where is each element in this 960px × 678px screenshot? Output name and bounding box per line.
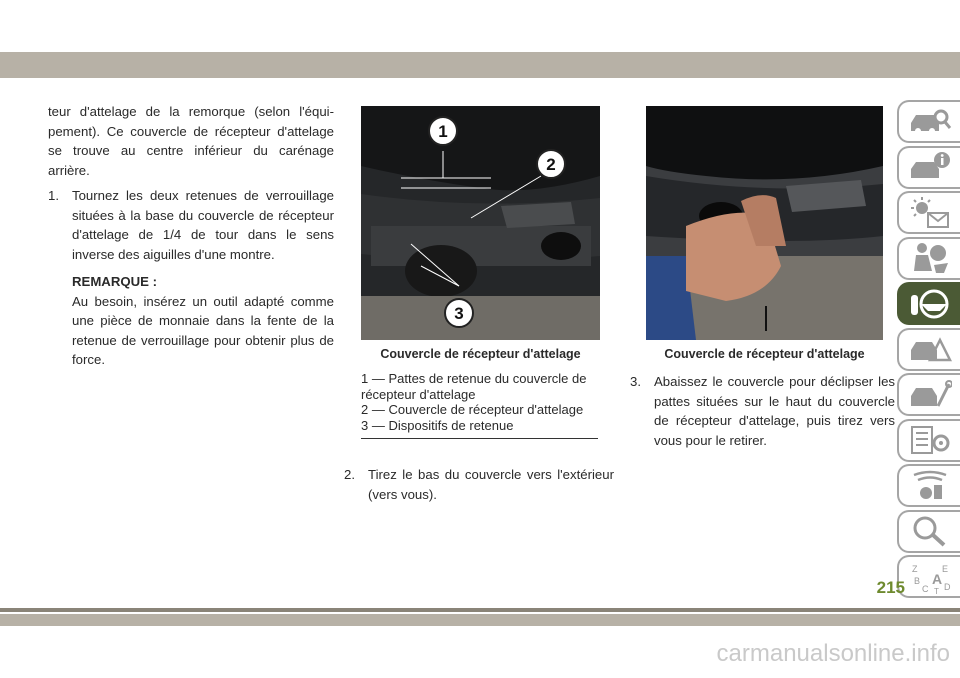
index-letter: A <box>931 570 942 587</box>
legend-divider <box>361 438 598 439</box>
step-1 <box>48 186 334 264</box>
step-2 <box>344 465 614 504</box>
step-number: 3. <box>630 374 641 389</box>
legend-item: 2 — Couvercle de récepteur d'attelage <box>361 402 584 417</box>
step-number: 2. <box>344 467 355 482</box>
callout-3: 3 <box>454 304 464 323</box>
callout-1: 1 <box>438 122 448 141</box>
index-letter: D <box>943 581 950 592</box>
tab-starting-operating[interactable] <box>897 282 960 325</box>
text-column-left <box>48 102 334 370</box>
legend-item: 3 — Dispositifs de retenue <box>361 417 514 433</box>
note-text: Au besoin, insérez un outil adapté comme une pièce de monnaie dans la fente de la retenue de verrouillage pour obtenir plus de force. <box>72 293 334 367</box>
car-info-icon <box>908 150 952 184</box>
tab-car-magnifier[interactable] <box>897 100 960 143</box>
tab-safety[interactable] <box>897 237 960 280</box>
tab-specifications[interactable] <box>897 419 960 462</box>
car-warning-triangle-icon <box>908 332 952 366</box>
multimedia-icon <box>908 469 952 503</box>
page-number: 215 <box>876 578 905 597</box>
index-letter: Z <box>911 563 917 574</box>
chapter-tabs <box>897 100 960 601</box>
figure1-legend <box>361 371 598 433</box>
index-letter: C <box>921 583 928 594</box>
step-number: 1. <box>48 188 59 203</box>
legend-item: 1 — Pattes de retenue du couvercle de récepteur d'attelage <box>361 371 587 402</box>
figure2-caption: Couvercle de récepteur d'attelage <box>664 347 865 361</box>
steering-wheel-key-icon <box>908 287 952 321</box>
step-text: Tirez le bas du couvercle vers l'extérieur (vers vous). <box>368 467 614 502</box>
index-letter: B <box>913 575 920 586</box>
figure1-caption: Couvercle de récepteur d'attelage <box>380 347 581 361</box>
tab-emergency[interactable] <box>897 328 960 371</box>
hitch-cover-removal-photo <box>646 106 883 340</box>
index-search-icon <box>908 514 952 548</box>
warning-light-message-icon <box>908 196 952 230</box>
header-band <box>0 52 960 78</box>
tab-alphabet-index[interactable] <box>897 555 960 598</box>
car-magnifier-icon <box>908 105 952 139</box>
specifications-gear-icon <box>908 423 952 457</box>
tab-multimedia[interactable] <box>897 464 960 507</box>
watermark: carmanualsonline.info <box>716 640 950 667</box>
note-block <box>72 272 334 370</box>
hitch-cover-photo-callouts <box>361 106 600 340</box>
step-text: Tournez les deux retenues de verrouillage situées à la base du couvercle de récepteur d'attelage de 1/4 de tour dans le sens inverse des aiguilles d'une montre. <box>72 188 334 262</box>
callout-2: 2 <box>546 155 556 174</box>
step-text: Abaissez le couvercle pour déclipser les pattes situées sur le haut du couvercle de récepteur d'attelage, puis tirez vers vous pour le retirer. <box>654 374 895 448</box>
car-wrench-icon <box>908 378 952 412</box>
index-letter: T <box>933 586 939 594</box>
tab-warning-lights[interactable] <box>897 191 960 234</box>
index-letter: E <box>941 563 948 574</box>
alphabet-index-icon <box>908 560 952 594</box>
step-3 <box>630 372 895 450</box>
note-title: REMARQUE : <box>72 274 157 289</box>
footer-band <box>0 614 960 626</box>
tab-index-search[interactable] <box>897 510 960 553</box>
footer-rule <box>0 608 960 612</box>
tab-car-info[interactable] <box>897 146 960 189</box>
tab-maintenance[interactable] <box>897 373 960 416</box>
intro-paragraph: teur d'attelage de la remorque (selon l'équipement). Ce couvercle de récepteur d'attelage se trouve au centre inférieur du carénage arrière. <box>48 104 334 178</box>
passenger-airbag-icon <box>908 241 952 275</box>
